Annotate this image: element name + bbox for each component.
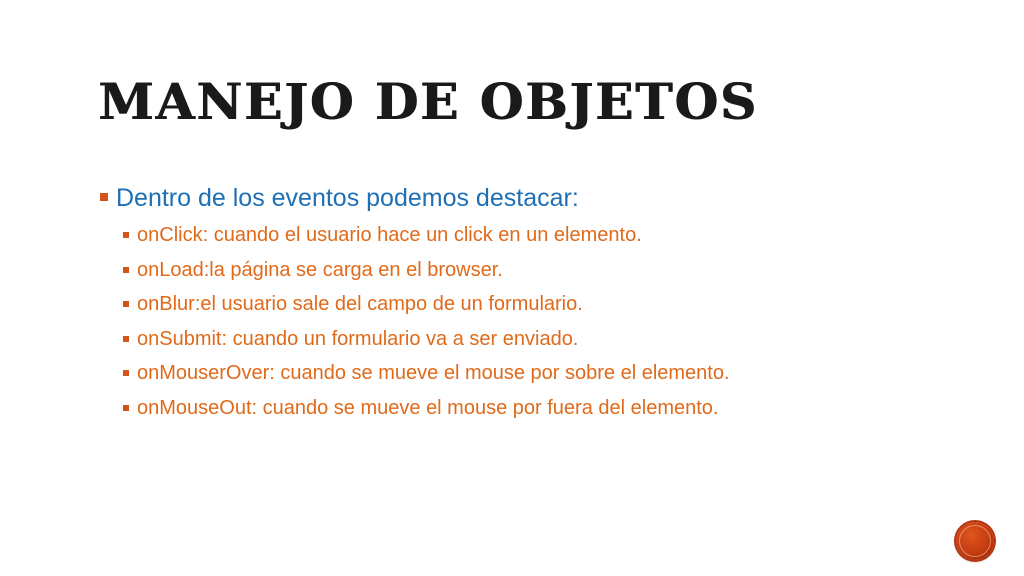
list-item <box>98 287 978 322</box>
square-bullet-icon <box>123 301 129 307</box>
list-item <box>98 356 978 391</box>
list-item <box>98 253 978 288</box>
bullet-content <box>98 178 978 425</box>
square-bullet-icon <box>100 193 108 201</box>
list-item <box>98 391 978 426</box>
list-item-text: onMouseOut: cuando se mueve el mouse por fuera del elemento. <box>137 396 719 419</box>
square-bullet-icon <box>123 267 129 273</box>
badge-ring-icon <box>959 525 991 557</box>
list-item-text: onBlur:el usuario sale del campo de un formulario. <box>137 293 583 315</box>
list-item <box>98 218 978 253</box>
square-bullet-icon <box>123 405 129 411</box>
bullet-heading-text: Dentro de los eventos podemos destacar: <box>116 184 579 212</box>
list-item-text: onClick: cuando el usuario hace un click en un elemento. <box>137 224 642 246</box>
list-item-text: onLoad:la página se carga en el browser. <box>137 258 503 281</box>
square-bullet-icon <box>123 232 129 238</box>
list-item <box>98 322 978 357</box>
bullet-heading <box>98 178 978 218</box>
slide-title: MANEJO DE OBJETOS <box>98 72 758 131</box>
square-bullet-icon <box>123 336 129 342</box>
list-item-text: onSubmit: cuando un formulario va a ser enviado. <box>137 327 579 350</box>
page-number-badge <box>956 522 994 560</box>
list-item-text: onMouserOver: cuando se mueve el mouse por sobre el elemento. <box>137 362 730 384</box>
event-list <box>98 218 978 425</box>
square-bullet-icon <box>123 370 129 376</box>
